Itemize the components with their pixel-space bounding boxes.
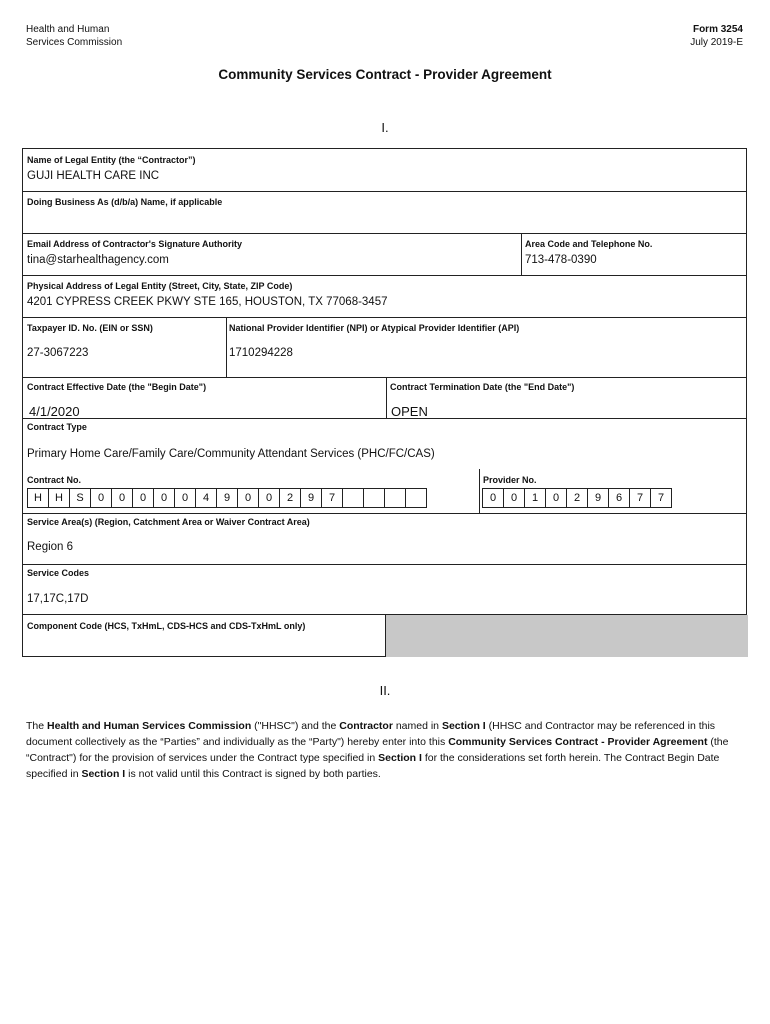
agreement-paragraph <box>26 718 746 782</box>
contract-type-field[interactable]: Primary Home Care/Family Care/Community Attendant Services (PHC/FC/CAS) <box>27 448 435 460</box>
contract-no-box[interactable]: 9 <box>216 488 238 508</box>
paragraph-bold-text: Section I <box>378 752 422 764</box>
contract-no-box[interactable] <box>363 488 385 508</box>
contract-no-box[interactable]: 0 <box>132 488 154 508</box>
provider-no-box[interactable]: 9 <box>587 488 609 508</box>
contract-no-box[interactable]: 0 <box>174 488 196 508</box>
contract-no-box[interactable]: 0 <box>258 488 280 508</box>
form-number: Form 3254 <box>692 24 743 35</box>
email-label: Email Address of Contractor's Signature Authority <box>27 239 243 249</box>
contract-form <box>22 148 747 657</box>
contract-no-box[interactable]: 0 <box>90 488 112 508</box>
paragraph-text: (HHSC and Contractor may be referenced in this document collectively as the “Parties” and individually as the “Party") hereby enter into this <box>26 720 716 748</box>
contract-no-box[interactable] <box>405 488 427 508</box>
contract-no-box[interactable]: 0 <box>111 488 133 508</box>
agency-line-1: Health and Human <box>26 24 110 35</box>
paragraph-bold-text: Health and Human Services Commission <box>47 720 252 732</box>
paragraph-text: is not valid until this Contract is signed by both parties. <box>125 768 381 780</box>
legal-entity-label: Name of Legal Entity (the “Contractor”) <box>27 155 196 165</box>
form-date: July 2019-E <box>690 37 743 48</box>
taxpayer-label: Taxpayer ID. No. (EIN or SSN) <box>27 323 153 333</box>
contract-no-box[interactable] <box>342 488 364 508</box>
provider-no-label: Provider No. <box>483 475 537 485</box>
contract-no-box[interactable]: 9 <box>300 488 322 508</box>
phone-field[interactable]: 713-478-0390 <box>525 254 597 266</box>
contract-no-box[interactable]: H <box>27 488 49 508</box>
paragraph-bold-text: Section I <box>441 720 486 732</box>
contract-no-box[interactable]: 2 <box>279 488 301 508</box>
contract-no-box[interactable]: 0 <box>153 488 175 508</box>
section-two-heading: II. <box>379 683 391 698</box>
taxpayer-field[interactable]: 27-3067223 <box>27 347 89 359</box>
provider-no-box[interactable]: 7 <box>650 488 672 508</box>
paragraph-text: The <box>26 720 48 732</box>
paragraph-bold-text: Community Services Contract - Provider Agreement <box>448 736 708 748</box>
provider-no-box[interactable]: 0 <box>545 488 567 508</box>
contract-no-box[interactable]: 0 <box>237 488 259 508</box>
phone-label: Area Code and Telephone No. <box>525 239 653 249</box>
contract-no-label: Contract No. <box>27 475 81 485</box>
dba-label: Doing Business As (d/b/a) Name, if applicable <box>27 197 223 207</box>
service-codes-field[interactable]: 17,17C,17D <box>27 593 89 605</box>
contract-no-box[interactable]: 4 <box>195 488 217 508</box>
component-code-label: Component Code (HCS, TxHmL, CDS-HCS and CDS-TxHmL only) <box>27 621 306 631</box>
provider-no-box[interactable]: 0 <box>482 488 504 508</box>
page-title: Community Services Contract - Provider Agreement <box>218 67 552 82</box>
component-code-field[interactable] <box>385 615 748 657</box>
service-codes-label: Service Codes <box>27 568 90 578</box>
npi-field[interactable]: 1710294228 <box>229 347 293 359</box>
begin-date-field[interactable]: 4/1/2020 <box>29 404 80 419</box>
end-date-field[interactable]: OPEN <box>391 404 428 419</box>
paragraph-bold-text: Section I <box>81 768 126 780</box>
provider-no-box[interactable]: 7 <box>629 488 651 508</box>
agency-line-2: Services Commission <box>26 37 123 48</box>
address-label: Physical Address of Legal Entity (Street, City, State, ZIP Code) <box>27 281 293 291</box>
email-field[interactable]: tina@starhealthagency.com <box>27 254 169 266</box>
agency-name <box>26 23 122 49</box>
paragraph-text: for the considerations set forth herein. The Contract Begin Date specified in <box>26 752 720 780</box>
contract-no-box[interactable]: 7 <box>321 488 343 508</box>
provider-no-box[interactable]: 2 <box>566 488 588 508</box>
paragraph-text: ("HHSC") and the <box>251 720 340 732</box>
form-info <box>690 23 743 49</box>
provider-no-grid <box>483 488 672 508</box>
contract-no-box[interactable]: S <box>69 488 91 508</box>
section-one-heading: I. <box>381 120 389 135</box>
provider-no-box[interactable]: 0 <box>503 488 525 508</box>
begin-date-label: Contract Effective Date (the "Begin Date") <box>27 382 207 392</box>
service-area-field[interactable]: Region 6 <box>27 541 74 553</box>
paragraph-text: (the “Contract") for the provision of services under the Contract type specified in <box>26 736 729 764</box>
contract-no-box[interactable] <box>384 488 406 508</box>
provider-no-box[interactable]: 6 <box>608 488 630 508</box>
contract-type-label: Contract Type <box>27 422 87 432</box>
npi-label: National Provider Identifier (NPI) or Atypical Provider Identifier (API) <box>229 323 520 333</box>
address-field[interactable]: 4201 CYPRESS CREEK PKWY STE 165, HOUSTON, TX 77068-3457 <box>27 296 388 308</box>
paragraph-text: named in <box>392 720 442 732</box>
end-date-label: Contract Termination Date (the "End Date") <box>390 382 575 392</box>
paragraph-bold-text: Contractor <box>339 720 393 732</box>
contract-no-box[interactable]: H <box>48 488 70 508</box>
contract-no-grid <box>28 488 427 508</box>
service-area-label: Service Area(s) (Region, Catchment Area or Waiver Contract Area) <box>27 517 310 527</box>
legal-entity-field[interactable]: GUJI HEALTH CARE INC <box>27 170 160 182</box>
provider-no-box[interactable]: 1 <box>524 488 546 508</box>
